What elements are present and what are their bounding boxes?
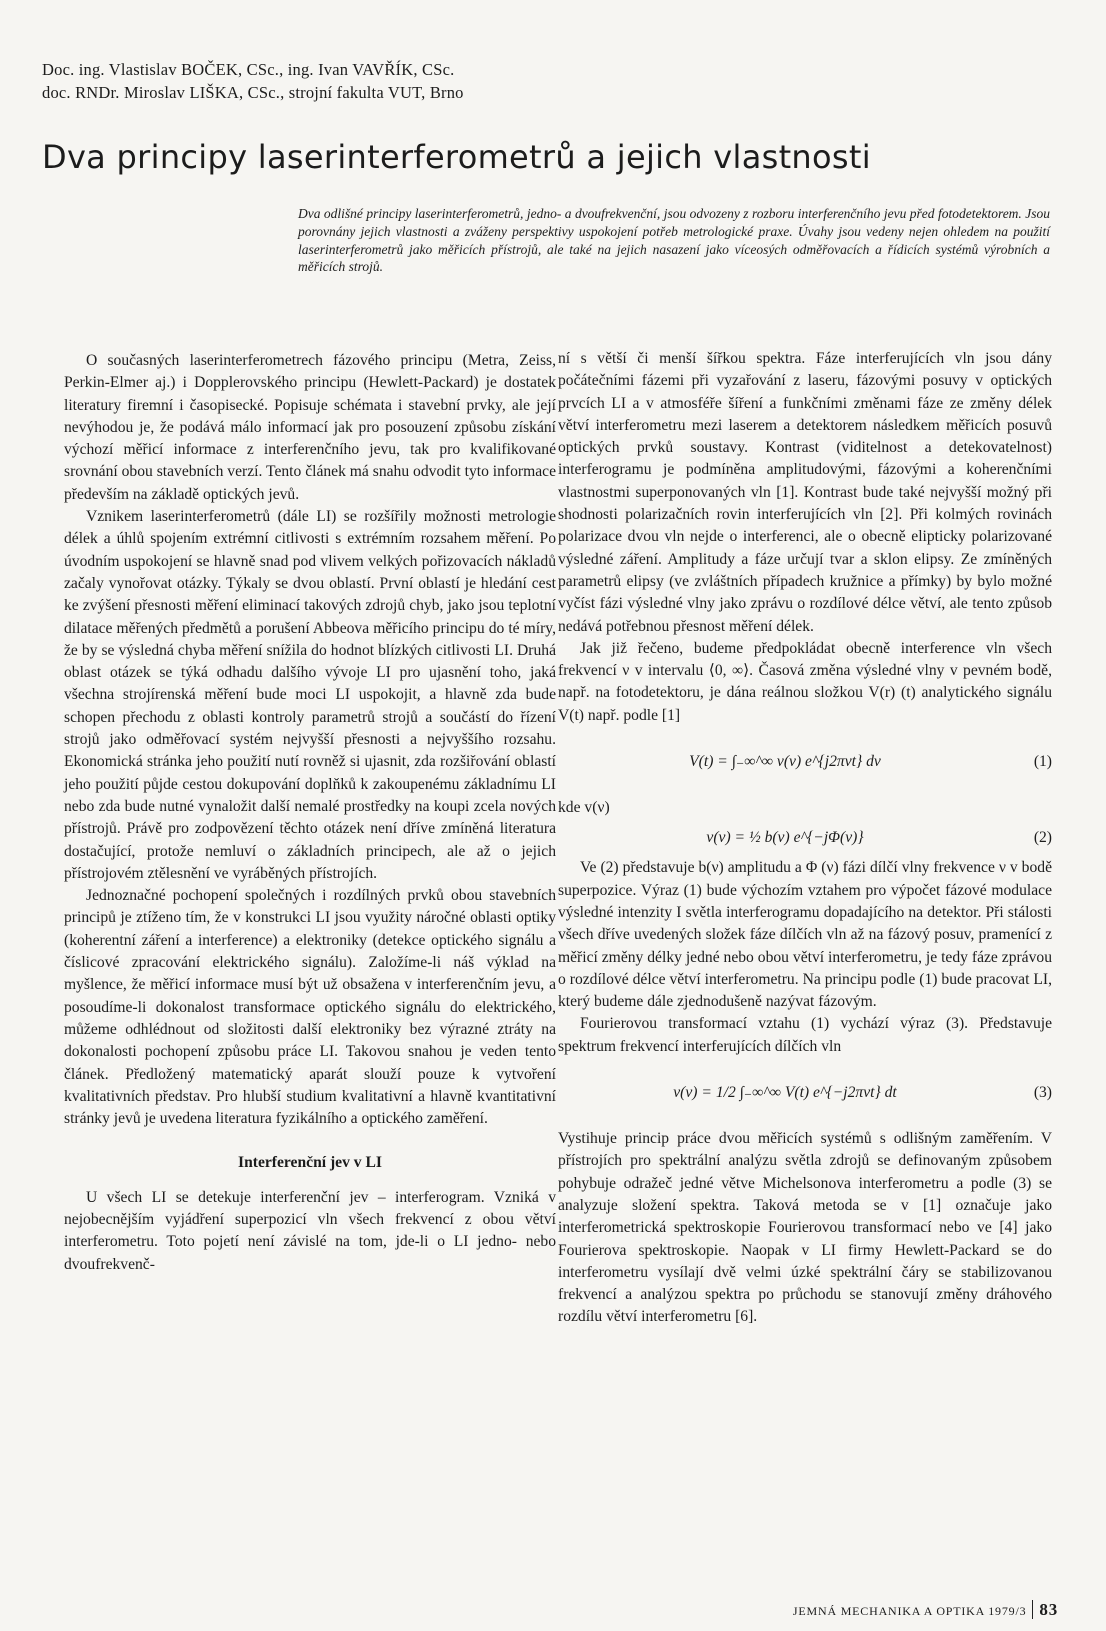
equation-3-formula: v(ν) = 1/2 ∫₋∞^∞ V(t) e^{−j2πνt} dt [673,1083,897,1101]
right-paragraph-5: Vystihuje princip práce dvou měřicích systémů s odlišným zaměřením. V přístrojích pro spektrální analýzu světla zdrojů se definovaným způsobem pohybuje odražeč jedné větve Michelsonova interferometru a podle (3) se analyzuje složení spektra. Taková metoda se v [1] označuje jako interferometrická spektroskopie Fourierovou transformací nebo ve [4] jako Fourierova spektroskopie. Naopak v LI firmy Hewlett-Packard se do interferometru vysílají dvě velmi úzké spektrální čáry se stabilizovanou frekvencí a analýzou spektra po průchodu se stanovují změny dráhového rozdílu větví interferometru [6]. [558,1130,1052,1326]
authors-line-2: doc. RNDr. Miroslav LIŠKA, CSc., strojní fakulta VUT, Brno [42,83,464,102]
left-column [64,350,556,1276]
equation-1-formula: V(t) = ∫₋∞^∞ v(ν) e^{j2πνt} dν [689,752,881,770]
page-footer [748,1600,1058,1620]
authors [42,58,742,104]
abstract: Dva odlišné principy laserinterferometrů, jedno- a dvoufrekvenční, jsou odvozeny z rozboru interferenčního jevu před fotodetektorem. Jsou porovnány jejich vlastnosti a zváženy perspektivy uspokojení potřeb metrologické praxe. Úvahy jsou vedeny nejen ohledem na použití laserinterferometrů jako měřicích přístrojů, ale také na jejich nasazení jako víceosých odměřovacích a řídicích systémů výrobních a měřicích strojů. [298,206,1050,275]
equation-3 [558,1062,1052,1124]
equation-2-number: (2) [1033,829,1052,847]
section-heading: Interferenční jev v LI [238,1154,382,1172]
equation-1 [558,731,1052,793]
page-number: 83 [1032,1600,1058,1619]
right-column [558,348,1052,1329]
left-paragraph-3: Jednoznačné pochopení společných i rozdílných prvků obou stavebních principů je ztíženo tím, že v konstrukci LI jsou využity náročné oblasti optiky (koherentní záření a interference) a elektroniky (detekce optického signálu a číslicové zpracování elektrického signálu). Založíme-li náš výklad na myšlence, že měřicí informace musí být už obsažena v interferenčním jevu, a posoudíme-li dokonalost transformace optického signálu do elektrického, můžeme odhlédnout od složitosti další elektroniky bez výrazné ztráty na dokonalosti pochopení způsobu práce LI. Takovou snahou je veden tento článek. Předložený matematický aparát slouží pouze k vytvoření kvalitativních představ. Pro hlubší studium kvalitativní a hlavně kvantitativní stránky jevů je uvedena literatura fyzikálního a optického zaměření. [64,887,556,1128]
equation-2 [558,823,1052,853]
authors-line-1: Doc. ing. Vlastislav BOČEK, CSc., ing. Ivan VAVŘÍK, CSc. [42,60,455,79]
left-paragraph-2: Vznikem laserinterferometrů (dále LI) se rozšířily možnosti metrologie délek a úhlů spojením extrémní citlivosti s extrémním rozsahem měření. Po úvodním uspokojení se hlavně snad pod vlivem velkých pořizovacích nákladů začaly vynořovat otázky. Týkaly se dvou oblastí. První oblastí je hledání cest ke zvýšení přesnosti měření eliminací takových zdrojů chyb, jako jsou teplotní dilatace měřených předmětů a porušení Abbeova měřicího principu do té míry, že by se výsledná chyba měření snížila do hodnot blízkých citlivosti LI. Druhá oblast otázek se týká odhadu dalšího vývoje LI pro ujasnění toho, jaká všechna strojírenská měření bude moci LI uspokojit, a hlavně zda bude schopen přechodu z oblasti kontroly parametrů strojů a součástí do řízení strojů jako odměřovací systém nejvyšší přesnosti a nejvyššího rozsahu. Ekonomická stránka jeho použití nutí rovněž si ujasnit, zda rozšiřování oblastí jeho použití půjde cestou dokupování doplňků k zakoupenému základnímu LI nebo zda bude nutné vynaložit další nemalé prostředky na koupi zcela nových přístrojů. Právě pro zodpovězení těchto otázek není dříve zmíněná literatura dostačující, protože nemluví o základních principech, ale až o jejich přístrojovém ztělesnění ve vyráběných přístrojích. [64,508,556,882]
right-paragraph-3: Ve (2) představuje b(ν) amplitudu a Φ (ν) fázi dílčí vlny frekvence ν v bodě superpozice. Výraz (1) bude výchozím vztahem pro výpočet fázové modulace výsledné intenzity I světla interferogramu dopadajícího na detektor. Při stálosti všech dříve uvedených složek fáze dílčích vln až na fázový posuv, pramenící z měřicí změny délky jedné nebo obou větví interferometru, je tedy fáze zprávou o rozdílové délce větví interferometru. Na principu podle (1) bude pracovat LI, který budeme dále zjednodušeně nazývat fázovým. [558,859,1052,1011]
equation-1-number: (1) [1033,752,1052,770]
left-paragraph-4: U všech LI se detekuje interferenční jev – interferogram. Vzniká v nejobecnějším vyjádření superpozicí vln všech frekvencí z obou větví interferometru. Toto pojetí není závislé na tom, jde-li o LI jedno- nebo dvoufrekvenč- [64,1188,556,1273]
right-paragraph-2: Jak již řečeno, budeme předpokládat obecně interference vln všech frekvencí ν v intervalu ⟨0, ∞⟩. Časová změna výsledné vlny v pevném bodě, např. na fotodetektoru, je dána reálnou složkou V(r) (t) analytického signálu V(t) např. podle [1] [558,639,1052,724]
right-paragraph-1: ní s větší či menší šířkou spektra. Fáze interferujících vln jsou dány počátečními fázemi při vyzařování z laseru, fázovými posuvy v optických prvcích LI a v atmosféře šíření a funkčními změnami fáze ze změny délek větví interferometru mezi laserem a detektorem následkem měřicích posuvů optických prvků soustavy. Kontrast (viditelnost a detekovatelnost) interferogramu je podmíněna amplitudovými, fázovými a koherenčními vlastnostmi superponovaných vln [1]. Kontrast bude také nejvyšší možný při shodnosti polarizačních rovin interferujících vln [2]. Při kolmých rovinách polarizace dvou vln nejde o interferenci, ale o obecně elipticky polarizované výsledné záření. Amplitudy a fáze určují tvar a sklon elipsy. Ze zmíněných parametrů elipsy (ve zvláštních případech kružnice a přímky) by bylo možné vyčíst fázi výsledné vlny jako zprávu o rozdílové délce větví, ale tento způsob nedává potřebnou přesnost měření délek. [558,350,1052,635]
journal-name: JEMNÁ MECHANIKA A OPTIKA 1979/3 [792,1604,1027,1618]
equation-3-number: (3) [1033,1083,1052,1101]
article-title: Dva principy laserinterferometrů a jejich vlastnosti [42,138,871,176]
right-paragraph-4: Fourierovou transformací vztahu (1) vychází výraz (3). Představuje spektrum frekvencí interferujících dílčích vln [558,1015,1052,1055]
kde-line: kde v(ν) [558,799,610,817]
left-paragraph-1: O současných laserinterferometrech fázového principu (Metra, Zeiss, Perkin-Elmer aj.) i Dopplerovského principu (Hewlett-Packard) je dostatek literatury firemní i časopisecké. Popisuje schémata i stavební prvky, ale její nevýhodou je, že podává málo informací jak pro posouzení způsobu získání výchozí měřicí informace z interferenčního jevu, tak pro kvalifikované srovnání obou stavebních verzí. Tento článek má snahu odvodit tyto informace především na základě optických jevů. [64,352,556,503]
equation-2-formula: v(ν) = ½ b(ν) e^{−jΦ(ν)} [706,829,864,847]
